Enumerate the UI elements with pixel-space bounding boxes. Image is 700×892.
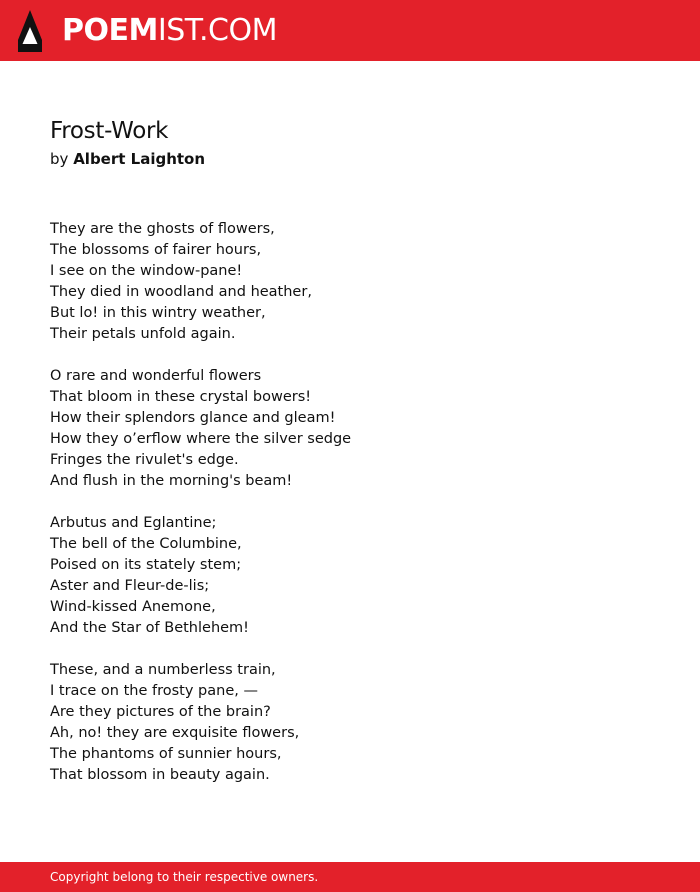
poem-line: O rare and wonderful flowers (50, 368, 262, 384)
poem-line: Their petals unfold again. (50, 326, 236, 342)
poem-line: Poised on its stately stem; (50, 557, 242, 573)
poem-line: They are the ghosts of flowers, (50, 221, 275, 237)
stanza (50, 660, 650, 786)
poem-line: But lo! in this wintry weather, (50, 305, 266, 321)
poem-line: The blossoms of fairer hours, (50, 242, 262, 258)
author-name[interactable]: Albert Laighton (73, 150, 206, 168)
poem-line: How they o’erflow where the silver sedge (50, 431, 352, 447)
poem-line: Wind-kissed Anemone, (50, 599, 216, 615)
poem-line: How their splendors glance and gleam! (50, 410, 336, 426)
poem-line: I see on the window-pane! (50, 263, 243, 279)
poem-line: The phantoms of sunnier hours, (50, 746, 282, 762)
poem-line: That blossom in beauty again. (50, 767, 270, 783)
byline (50, 149, 205, 169)
poem-line: I trace on the frosty pane, — (50, 683, 258, 699)
site-footer (0, 862, 700, 892)
poem-line: And flush in the morning's beam! (50, 473, 293, 489)
poem-line: They died in woodland and heather, (50, 284, 312, 300)
by-label: by (50, 150, 69, 168)
poem-line: These, and a numberless train, (50, 662, 276, 678)
site-logo[interactable] (62, 14, 277, 48)
poem-line: The bell of the Columbine, (50, 536, 242, 552)
stanza (50, 219, 650, 345)
poem-body (50, 219, 650, 807)
logo-bold-text: POEM (62, 13, 158, 48)
poem-line: Ah, no! they are exquisite flowers, (50, 725, 300, 741)
stanza (50, 366, 650, 492)
copyright-notice: Copyright belong to their respective owners. (50, 870, 319, 884)
poem-line: Arbutus and Eglantine; (50, 515, 217, 531)
logo-rest-text: IST.COM (157, 13, 277, 48)
poem-line: That bloom in these crystal bowers! (50, 389, 312, 405)
poem-line: Aster and Fleur-de-lis; (50, 578, 210, 594)
poem-line: Fringes the rivulet's edge. (50, 452, 239, 468)
stanza (50, 513, 650, 639)
poem-line: Are they pictures of the brain? (50, 704, 271, 720)
poem-title: Frost-Work (50, 118, 169, 144)
poem-line: And the Star of Bethlehem! (50, 620, 249, 636)
pencil-tip-icon[interactable] (18, 10, 42, 52)
site-header (0, 0, 700, 61)
